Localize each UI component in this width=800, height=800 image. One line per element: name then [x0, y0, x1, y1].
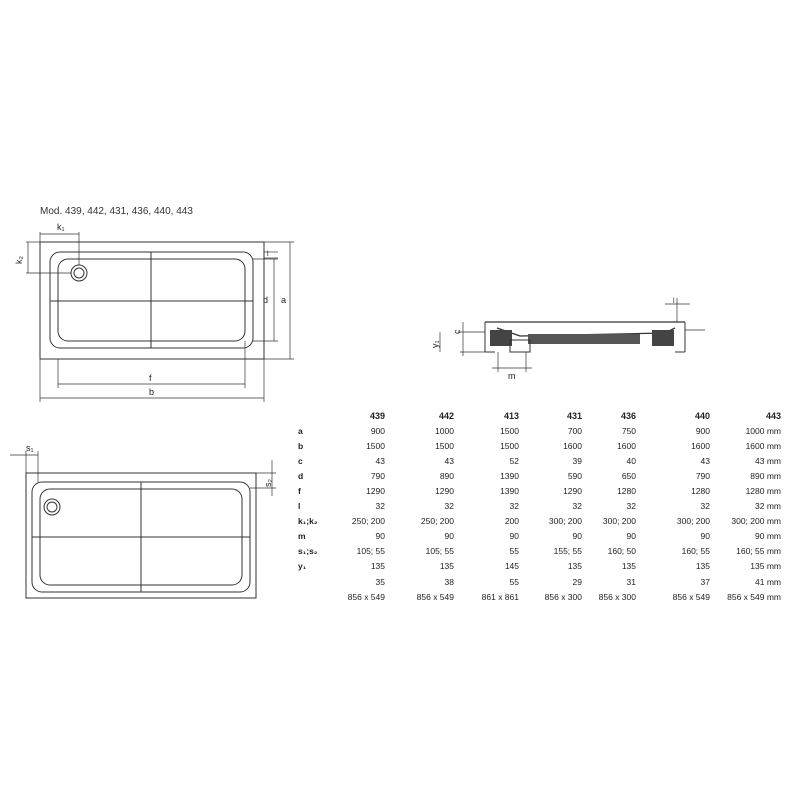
table-cell: 32: [444, 501, 454, 512]
table-cell: 1500: [435, 440, 454, 451]
table-cell: 135: [621, 561, 636, 572]
table-cell: 650: [621, 470, 636, 481]
label-s1: s₁: [26, 443, 34, 453]
table-row: [298, 559, 781, 574]
table-cell: 32: [572, 501, 582, 512]
section-support-center: [528, 334, 640, 344]
table-cell: 145: [504, 561, 519, 572]
table-cell: 890 mm: [750, 470, 781, 481]
table-cell-param: y₁: [298, 561, 307, 572]
table-cell: 38: [444, 576, 454, 587]
table-header-param: [298, 408, 328, 423]
label-k2: k₂: [14, 256, 24, 264]
table-cell: 52: [509, 455, 519, 466]
table-cell: 1500: [366, 440, 385, 451]
label-l-top: l: [267, 251, 269, 258]
table-cell: 160; 55 mm: [736, 546, 781, 557]
table-cell: 300; 200: [602, 516, 636, 527]
model-title: Mod. 439, 442, 431, 436, 440, 443: [40, 206, 193, 217]
table-cell: 1390: [500, 486, 519, 497]
table-cell: 1290: [435, 486, 454, 497]
drain-outer-bottom: [44, 499, 60, 515]
dimension-table: [298, 408, 781, 604]
table-cell: 90: [700, 531, 710, 542]
table-cell: 43: [444, 455, 454, 466]
table-cell: 90: [509, 531, 519, 542]
table-cell: 1280: [691, 486, 710, 497]
section-view: [440, 298, 705, 372]
label-l-section: l: [673, 298, 675, 305]
drain-outer-top: [71, 265, 87, 281]
table-cell-param: s₁;s₂: [298, 546, 318, 557]
table-cell: 32: [375, 501, 385, 512]
table-cell: 32: [700, 501, 710, 512]
label-k1: k₁: [57, 222, 65, 232]
table-row: [298, 544, 781, 559]
drain-inner-top: [74, 268, 84, 278]
label-c: c: [452, 329, 462, 334]
table-cell: 856 x 300: [544, 591, 582, 602]
table-cell: 1600: [691, 440, 710, 451]
table-cell: 1600: [617, 440, 636, 451]
table-cell: 41 mm: [755, 576, 781, 587]
table-cell-param: [298, 574, 328, 589]
table-row: [298, 574, 781, 589]
table-cell: 1600: [563, 440, 582, 451]
table-cell: 700: [567, 425, 582, 436]
table-header-model: 439: [369, 410, 385, 421]
table-cell: 1600 mm: [745, 440, 781, 451]
table-cell: 43: [700, 455, 710, 466]
label-d: d: [263, 295, 269, 305]
table-cell: 300; 200 mm: [731, 516, 781, 527]
table-cell: 160; 50: [607, 546, 636, 557]
table-header-row: [298, 408, 781, 423]
table-cell: 135 mm: [750, 561, 781, 572]
label-f: f: [149, 373, 152, 383]
table-header-model: 431: [566, 410, 582, 421]
table-cell-param: a: [298, 425, 303, 436]
table-row: [298, 423, 781, 438]
table-cell: 250; 200: [351, 516, 385, 527]
table-cell: 790: [370, 470, 385, 481]
table-cell: 39: [572, 455, 582, 466]
table-cell: 135: [567, 561, 582, 572]
table-cell: 90: [444, 531, 454, 542]
table-cell: 1280: [617, 486, 636, 497]
table-cell: 856 x 549: [347, 591, 385, 602]
table-header-model: 436: [620, 410, 636, 421]
table-cell: 856 x 549: [416, 591, 454, 602]
table-cell: 900: [695, 425, 710, 436]
label-m: m: [508, 371, 516, 381]
label-y1: y₁: [430, 340, 440, 348]
table-cell: 43: [375, 455, 385, 466]
table-cell-param: d: [298, 470, 304, 481]
table-row: [298, 529, 781, 544]
table-row: [298, 438, 781, 453]
table-cell: 43 mm: [755, 455, 781, 466]
table-cell: 1500: [500, 425, 519, 436]
table-cell-param: k₁;k₂: [298, 516, 318, 527]
plan-view-top: [26, 232, 294, 402]
table-cell: 861 x 861: [481, 591, 519, 602]
plan-view-bottom: [10, 451, 276, 598]
table-cell: 32: [626, 501, 636, 512]
table-cell: 900: [370, 425, 385, 436]
table-cell: 90: [375, 531, 385, 542]
table-cell: 32 mm: [755, 501, 781, 512]
table-cell-param: f: [298, 486, 301, 497]
table-row: [298, 483, 781, 498]
drain-inner-bottom: [47, 502, 57, 512]
table-cell: 1390: [500, 470, 519, 481]
table-cell: 35: [375, 576, 385, 587]
table-body: [298, 423, 781, 604]
section-support-right: [652, 330, 674, 346]
table-cell: 37: [700, 576, 710, 587]
table-cell: 1290: [563, 486, 582, 497]
table-cell: 55: [509, 546, 519, 557]
table-header-model: 413: [503, 410, 519, 421]
table-cell: 90: [572, 531, 582, 542]
table-cell: 105; 55: [425, 546, 454, 557]
table-cell: 200: [504, 516, 519, 527]
table-cell: 29: [572, 576, 582, 587]
table-cell: 90: [626, 531, 636, 542]
table-cell: 300; 200: [548, 516, 582, 527]
table-row: [298, 499, 781, 514]
table-cell: 55: [509, 576, 519, 587]
table-row: [298, 514, 781, 529]
table-cell: 105; 55: [356, 546, 385, 557]
table-row: [298, 589, 781, 604]
label-a: a: [281, 295, 287, 305]
table-cell: 790: [695, 470, 710, 481]
table-cell: 31: [626, 576, 636, 587]
table-row: [298, 453, 781, 468]
section-support-left: [490, 330, 512, 346]
table-cell: 135: [370, 561, 385, 572]
table-cell: 300; 200: [676, 516, 710, 527]
table-cell: 750: [621, 425, 636, 436]
label-s2: s₂: [263, 479, 273, 487]
table-cell: 135: [695, 561, 710, 572]
table-cell: 1000 mm: [745, 425, 781, 436]
table-header-model: 442: [438, 410, 454, 421]
table-cell-param: [298, 589, 328, 604]
table-cell: 856 x 549 mm: [727, 591, 781, 602]
table-cell: 590: [567, 470, 582, 481]
table-cell: 155; 55: [553, 546, 582, 557]
table-cell-param: l: [298, 501, 301, 512]
label-b: b: [149, 387, 155, 397]
table-cell: 250; 200: [420, 516, 454, 527]
table-cell: 856 x 549: [672, 591, 710, 602]
table-cell: 32: [509, 501, 519, 512]
table-cell-param: c: [298, 455, 303, 466]
table-cell: 40: [626, 455, 636, 466]
table-cell-param: b: [298, 440, 304, 451]
table-cell-param: m: [298, 531, 306, 542]
table-header-model: 440: [694, 410, 710, 421]
table-cell: 1290: [366, 486, 385, 497]
section-drain: [510, 340, 530, 352]
table-cell: 1000: [435, 425, 454, 436]
table-cell: 160; 55: [681, 546, 710, 557]
table-cell: 90 mm: [755, 531, 781, 542]
table-cell: 1280 mm: [745, 486, 781, 497]
table-header-model: 443: [765, 410, 781, 421]
table-cell: 890: [439, 470, 454, 481]
table-cell: 1500: [500, 440, 519, 451]
table-cell: 856 x 300: [598, 591, 636, 602]
table-cell: 135: [439, 561, 454, 572]
table-row: [298, 468, 781, 483]
